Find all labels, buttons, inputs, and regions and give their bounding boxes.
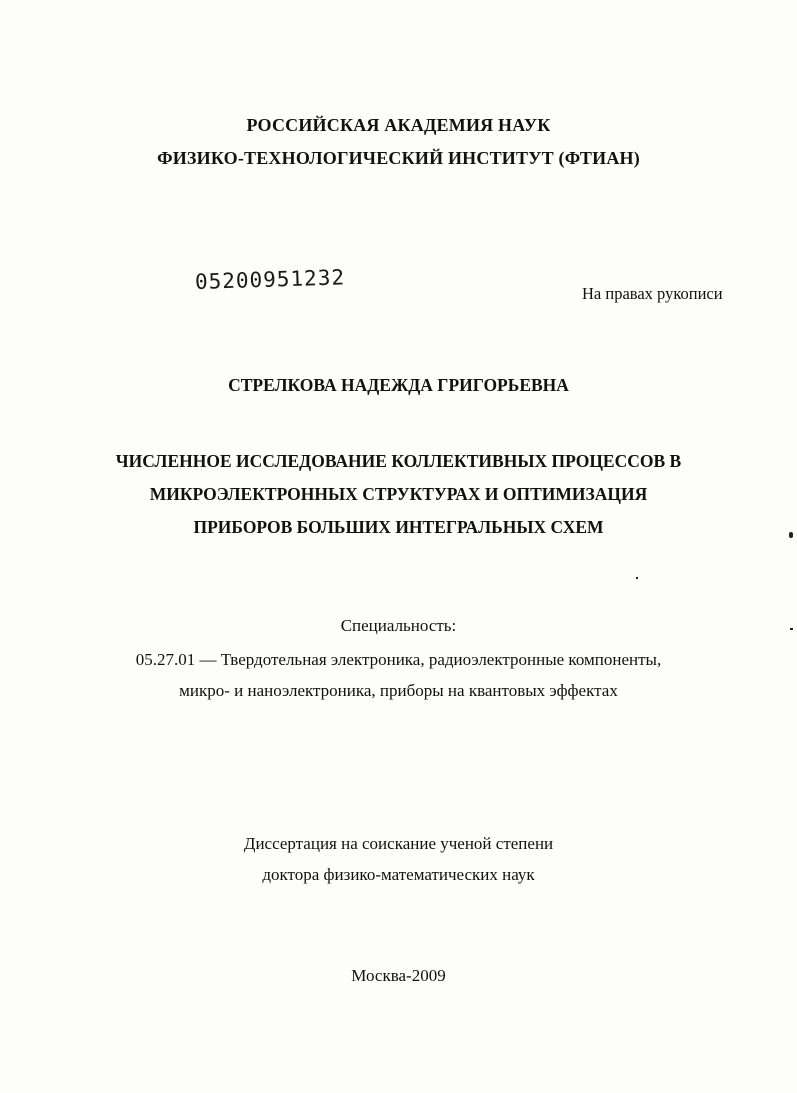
specialty-description xyxy=(0,644,797,706)
stamp-number: 05200951232 xyxy=(194,265,346,294)
academy-name: РОССИЙСКАЯ АКАДЕМИЯ НАУК xyxy=(246,115,551,135)
specialty-line: микро- и наноэлектроника, приборы на квантовых эффектах xyxy=(179,681,618,700)
dissertation-title xyxy=(0,445,797,544)
degree-statement xyxy=(0,828,797,890)
title-line: ПРИБОРОВ БОЛЬШИХ ИНТЕГРАЛЬНЫХ СХЕМ xyxy=(193,517,604,537)
degree-line: доктора физико-математических наук xyxy=(262,865,535,884)
title-line: МИКРОЭЛЕКТРОННЫХ СТРУКТУРАХ И ОПТИМИЗАЦИЯ xyxy=(149,484,648,504)
author-name: СТРЕЛКОВА НАДЕЖДА ГРИГОРЬЕВНА xyxy=(228,375,569,395)
scan-speck xyxy=(636,577,638,579)
scan-speck xyxy=(789,532,793,538)
specialty-line: 05.27.01 — Твердотельная электроника, радиоэлектронные компоненты, xyxy=(135,650,662,669)
specialty-label: Специальность: xyxy=(340,616,457,635)
rights-note: На правах рукописи xyxy=(582,284,723,303)
title-line: ЧИСЛЕННОЕ ИССЛЕДОВАНИЕ КОЛЛЕКТИВНЫХ ПРОЦЕССОВ В xyxy=(115,451,682,471)
degree-line: Диссертация на соискание ученой степени xyxy=(243,834,554,853)
place-year: Москва-2009 xyxy=(351,966,446,985)
scan-speck xyxy=(790,628,793,630)
institute-name: ФИЗИКО-ТЕХНОЛОГИЧЕСКИЙ ИНСТИТУТ (ФТИАН) xyxy=(157,148,640,168)
